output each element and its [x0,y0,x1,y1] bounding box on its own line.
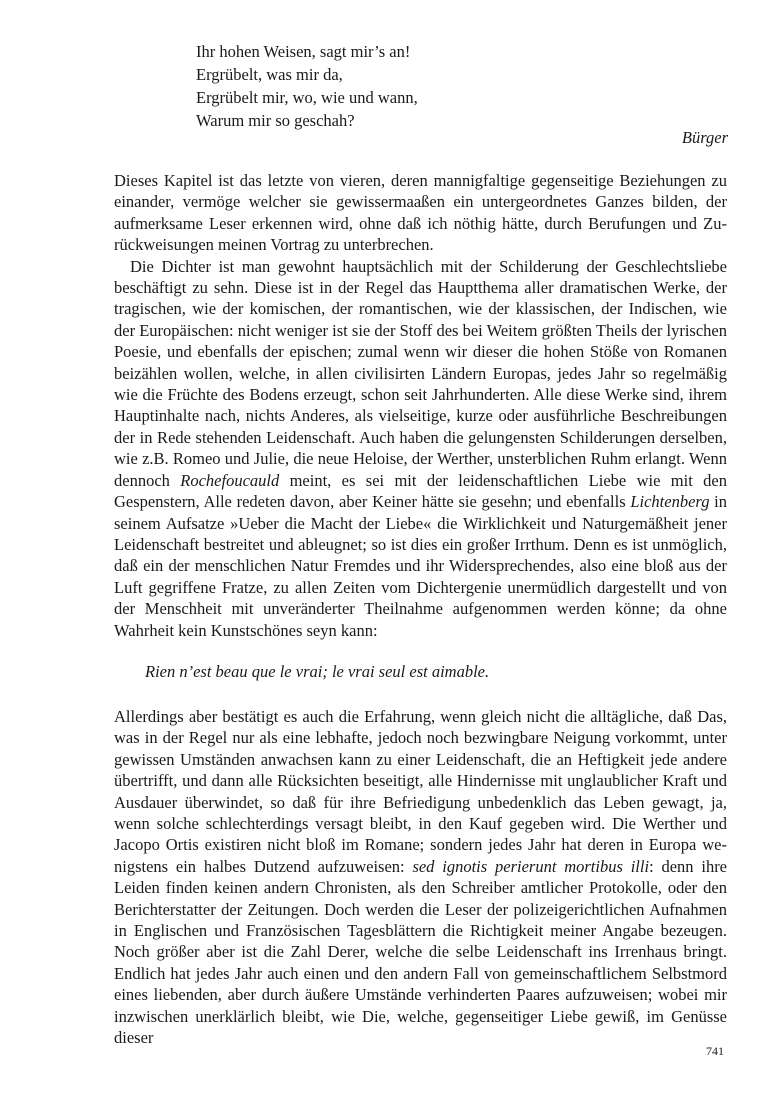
verse-line-3: Ergrübelt mir, wo, wie und wann, [196,88,418,107]
paragraph-2-text-b: meint, es sei mit der leidenschaftlichen Liebe wie mit den Gespenstern, Alle redeten davon, aber Keiner hätte sie gesehn; und ebenfalls [114,470,727,512]
body-section-2 [114,706,727,1049]
french-quote: Rien n’est beau que le vrai; le vrai seul est aimable. [145,662,490,681]
paragraph-3-text-a: Allerdings aber bestätigt es auch die Erfahrung, wenn gleich nicht die alltägliche, daß Das, was in der Regel nur als eine lebhafte, jedoch noch bezwingbare Neigung vorkommt, unter gewissen Umständen anwachsen kann zu einer Leidenschaft, die an Heftigkeit jede andere übertrifft, und dann alle Rücksichten beseitigt, alle Hindernisse mit unglaublicher Kraft und Ausdauer überwindet, so daß für ihre Befriedigung unbedenklich das Leben gewagt, ja, wenn solche schlechterdings versagt bleibt, in den Kauf gegeben wird. Die Werther und Jacopo Ortis existiren nicht bloß im Romane; sondern jedes Jahr hat deren in Europa wenigstens ein halbes Dutzend aufzuweisen: [114,707,727,876]
epigraph-verse [196,40,418,132]
author-name-rochefoucauld: Rochefoucauld [180,470,280,490]
verse-line-1: Ihr hohen Weisen, sagt mir’s an! [196,42,411,61]
paragraph-2-text-c: in seinem Aufsatze »Ueber die Macht der Liebe« die Wirklichkeit und Naturgemäßheit jener Leidenschaft bestreitet und ableugnet; so ist dies ein großer Irrthum. Denn es ist unmöglich, daß ein der menschlichen Natur Fremdes und ihr Widersprechendes, also eine bloß aus der Luft gegriffene Fratze, zu allen Zeiten vom Dichtergenie unermüdlich dargestellt und von der Menschheit mit unveränderter Theilnahme aufgenommen werden könne; da ohne Wahrheit kein Kunstschönes seyn kann: [114,492,727,640]
latin-phrase: sed ignotis perierunt mortibus illi [412,856,650,876]
page-number: 741 [706,1044,724,1058]
epigraph-author: Bürger [681,128,728,147]
verse-line-2: Ergrübelt, was mir da, [196,65,343,84]
paragraph-2-text-a: Die Dichter ist man gewohnt hauptsächlich mit der Schilderung der Geschlechtsliebe beschäftigt zu sehn. Diese ist in der Regel das Hauptthema aller dramatischen Werke, der tragischen, wie der komischen, der romantischen, wie der klassischen, der Indischen, wie der Europäischen: nicht weniger ist sie der Stoff des bei Weitem größten Theils der lyrischen Poesie, und ebenfalls der epischen; zumal wenn wir dieser die hohen Stöße von Romanen beizählen wollen, welche, in allen civilisirten Ländern Europas, jedes Jahr so regelmäßig wie die Früchte des Bodens erzeugt, schon seit Jahrhunderten. Alle diese Werke sind, ihrem Hauptinhalte nach, nichts Anderes, als vielseitige, kurze oder ausführliche Beschreibungen der in Rede stehenden Leidenschaft. Auch haben die gelungensten Schilderungen derselben, wie z.B. Romeo und Julie, die neue Heloise, der Werther, unsterblichen Ruhm erlangt. Wenn dennoch [114,256,727,490]
body-section-1 [114,170,727,641]
paragraph-2 [114,256,727,641]
verse-line-4: Warum mir so geschah? [196,111,355,130]
author-name-lichtenberg: Lichtenberg [630,492,710,512]
paragraph-1: Dieses Kapitel ist das letzte von vieren, deren mannigfaltige gegenseitige Beziehungen zu einander, vermöge welcher sie gewissermaaßen ein untergeordnetes Ganzes bilden, der aufmerksame Leser erkennen wird, ohne daß ich nöthig hätte, durch Berufungen und Zurückweisungen meinen Vortrag zu unterbrechen. [114,171,727,255]
paragraph-3-text-b: : denn ihre Leiden finden keinen andern Chronisten, als den Schreiber amtlicher Protokolle, oder den Berichterstatter der Zeitungen. Doch werden die Leser der polizeigerichtlichen Aufnahmen in Englischen und Französischen Tagesblättern die Richtigkeit meiner Angabe bezeugen. Noch größer aber ist die Zahl Derer, welche die selbe Leidenschaft ins Irrenhaus bringt. Endlich hat jedes Jahr auch einen und den andern Fall von gemeinschaftlichem Selbstmord eines liebenden, aber durch äußere Umstände verhinderten Paares aufzuweisen; wobei mir inzwischen unerklärlich bleibt, wie Die, welche, gegenseitiger Liebe gewiß, im Genüsse dieser [114,856,728,1048]
paragraph-3 [114,706,727,1049]
